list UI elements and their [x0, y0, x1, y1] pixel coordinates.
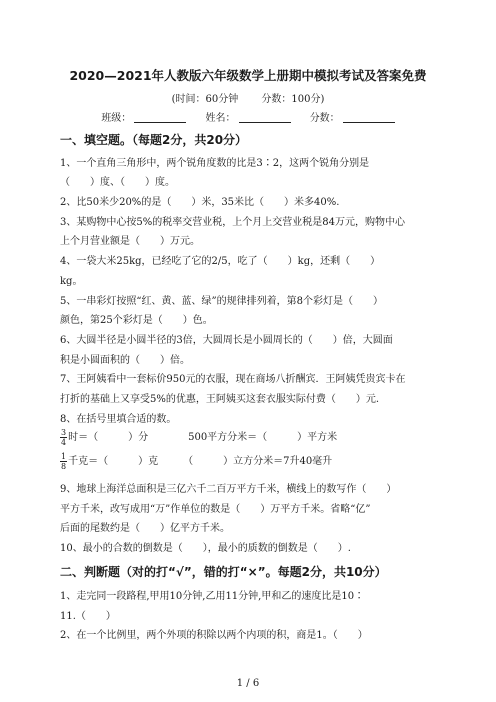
question-line: 平方千米，改写成用“万”作单位的数是（ ）万平方千米。省略“亿”: [60, 504, 371, 515]
fraction-question-line: $\frac{1}{8}$ 千克＝（ ）克 （ ）立方分米＝7升40毫升: [61, 452, 333, 471]
class-field: 班级：: [101, 109, 186, 124]
score-info: 分数：100分): [261, 94, 325, 105]
question-line: 5、一串彩灯按照“红、黄、蓝、绿”的规律排列着，第8个彩灯是（ ）: [60, 296, 383, 307]
fraction: $\frac{1}{8}$: [61, 452, 67, 471]
question-line: 3、某购物中心按5%的税率交营业税，上个月上交营业税是84万元，购物中心: [60, 217, 405, 228]
fraction: $\frac{3}{4}$: [61, 428, 67, 447]
name-blank: [239, 122, 291, 123]
question-line: 1、一个直角三角形中，两个锐角度数的比是3∶2，这两个锐角分别是: [60, 158, 370, 169]
question-line: 4、一袋大米25kg，已经吃了它的2/5，吃了（ ）kg，还剩（ ）: [60, 256, 381, 267]
question-line: 上个月营业额是（ ）万元。: [60, 236, 200, 247]
question-line: 颜色，第25个彩灯是（ ）色。: [60, 315, 213, 326]
name-field: 姓名：: [206, 109, 291, 124]
time-info: (时间：60分钟: [171, 94, 239, 105]
class-blank: [134, 122, 186, 123]
question-line: 9、地球上海洋总面积是三亿六千二百万平方千米，横线上的数写作（ ）: [60, 484, 397, 495]
question-line: （ ）度、（ ）度。: [60, 177, 175, 188]
exam-subtitle: [0, 90, 496, 105]
score-field: 分数：: [310, 109, 395, 124]
question-line: 2、比50米少20%的是（ ）米，35米比（ ）米多40%.: [60, 197, 340, 208]
page-number: 1 / 6: [236, 678, 260, 689]
score-blank: [343, 122, 395, 123]
section-judge-heading: 二、判断题（对的打“√”，错的打“×”。每题2分，共10分）: [60, 565, 387, 579]
question-line: 积是小圆面积的（ ）倍。: [60, 355, 190, 366]
question-line: 1、走完同一段路程,甲用10分钟,乙用11分钟,甲和乙的速度比是10∶: [60, 591, 365, 602]
section-fill-blank-heading: 一、填空题。（每题2分，共20分）: [60, 133, 248, 147]
question-line: 8、在括号里填合适的数。: [60, 414, 177, 425]
question-line: 6、大圆半径是小圆半径的3倍，大圆周长是小圆周长的（ ）倍，大圆面: [60, 335, 393, 346]
exam-title: 2020—2021年人教版六年级数学上册期中模拟考试及答案免费: [69, 68, 427, 83]
student-info-fields: [0, 109, 496, 124]
question-line: 2、在一个比例里，两个外项的积除以两个内项的积，商是1。（ ）: [60, 630, 368, 641]
question-line: 打折的基础上又享受5%的优惠，王阿姨买这套衣服实际付费（ ）元.: [60, 394, 380, 405]
fraction-question-line: $\frac{3}{4}$ 时＝（ ）分 500平方分米＝（ ）平方米: [61, 428, 338, 447]
question-line: 7、王阿姨看中一套标价950元的衣服，现在商场八折酬宾．王阿姨凭贵宾卡在: [60, 374, 406, 385]
question-line: 11.（ ）: [60, 611, 116, 622]
question-line: kg。: [60, 276, 83, 287]
question-line: 10、最小的合数的倒数是（ ），最小的质数的倒数是（ ）.: [60, 543, 351, 554]
question-line: 后面的尾数约是（ ）亿平方千米。: [60, 523, 230, 534]
